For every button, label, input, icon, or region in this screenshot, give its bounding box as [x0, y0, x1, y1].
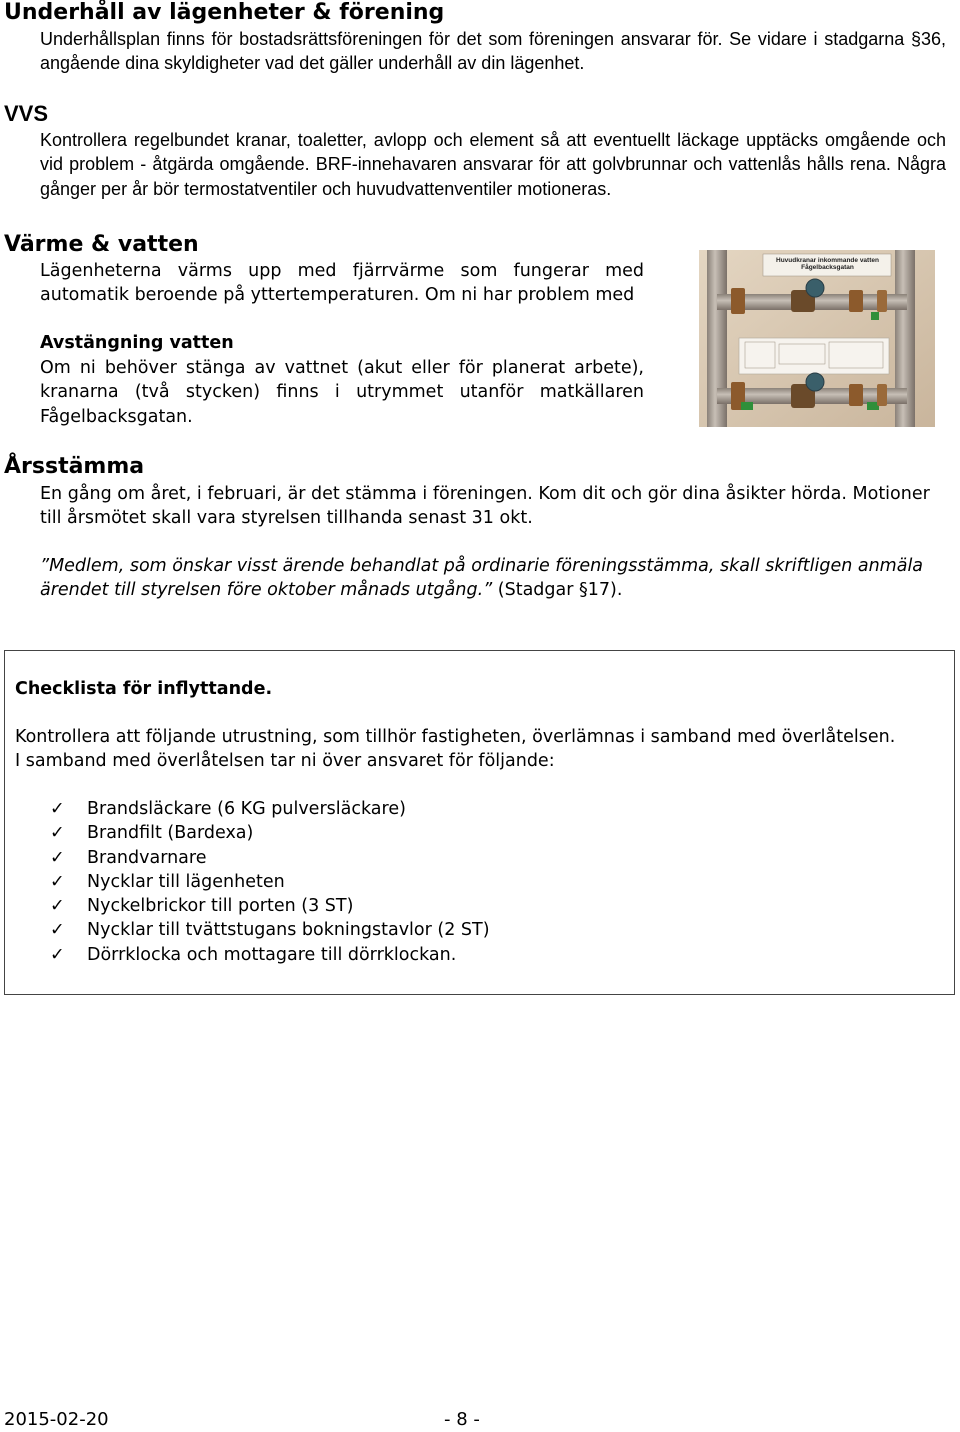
- paragraph-underhall: Underhållsplan finns för bostadsrättsföreningen för det som föreningen ansvarar för. Se vidare i stadgarna §36, angående dina skyldigheter vad det gäller underhåll av din lägenhet.: [40, 29, 946, 74]
- checkmark-icon: ✓: [50, 944, 65, 965]
- heading-arsstamma: Årsstämma: [4, 454, 145, 479]
- heading-vvs: VVS: [4, 101, 49, 126]
- checklist-item: [50, 918, 490, 942]
- quote-text: ”Medlem, som önskar visst ärende behandlat på ordinarie föreningsstämma, skall skriftligen anmäla ärendet till styrelsen före oktober månads utgång.”: [40, 556, 924, 601]
- photo-sign-line-2: Fågelbacksgatan: [801, 264, 854, 271]
- checklist-item: [50, 797, 490, 821]
- paragraph-avstangning: Om ni behöver stänga av vattnet (akut eller för planerat arbete), kranarna (två stycken) finns i utrymmet utanför matkällaren Fågelbacksgatan.: [40, 358, 644, 427]
- heading-varme-vatten: Värme & vatten: [4, 232, 199, 257]
- checklist-item-label: Dörrklocka och mottagare till dörrklockan.: [87, 944, 457, 965]
- checkmark-icon: ✓: [50, 799, 65, 819]
- subheading-avstangning: Avstängning vatten: [40, 333, 234, 353]
- quote-reference: (Stadgar §17).: [492, 580, 623, 601]
- paragraph-varme: Lägenheterna värms upp med fjärrvärme som fungerar med automatik beroende på yttertemperaturen. Om ni har problem med: [40, 261, 644, 306]
- photo-sign-text: [765, 257, 890, 271]
- checklist-item: [50, 821, 490, 845]
- checkmark-icon: ✓: [50, 823, 65, 844]
- checklist-item: [50, 846, 490, 870]
- heading-underhall: Underhåll av lägenheter & förening: [4, 0, 445, 25]
- checklist-item: [50, 943, 490, 967]
- checklist-intro-line-1: Kontrollera att följande utrustning, som tillhör fastigheten, överlämnas i samband med överlåtelsen.: [15, 727, 896, 747]
- water-valves-photo: [699, 250, 935, 427]
- checkmark-icon: ✓: [50, 871, 65, 892]
- checklist-item-label: Brandsläckare (6 KG pulversläckare): [87, 799, 406, 819]
- checkmark-icon: ✓: [50, 896, 65, 917]
- checklist-item-label: Brandfilt (Bardexa): [87, 823, 254, 844]
- checkmark-icon: ✓: [50, 920, 65, 941]
- checklist-item-label: Nycklar till tvättstugans bokningstavlor (2 ST): [87, 920, 490, 941]
- checklist-item-label: Nycklar till lägenheten: [87, 871, 285, 892]
- checkmark-icon: ✓: [50, 847, 65, 868]
- footer-page-number: - 8 -: [444, 1409, 480, 1430]
- water-valves-illustration: [699, 250, 935, 427]
- checklist-item: [50, 894, 490, 918]
- footer-date: 2015-02-20: [4, 1409, 109, 1430]
- quote-stadgar: [40, 554, 950, 603]
- checklist-title: Checklista för inflyttande.: [15, 679, 273, 699]
- checklist-item-label: Brandvarnare: [87, 847, 207, 868]
- paragraph-arsstamma: En gång om året, i februari, är det stämma i föreningen. Kom dit och gör dina åsikter hörda. Motioner till årsmötet skall vara styrelsen tillhanda senast 31 okt.: [40, 484, 930, 529]
- checklist-item-label: Nyckelbrickor till porten (3 ST): [87, 896, 354, 917]
- photo-sign-line-1: Huvudkranar inkommande vatten: [776, 257, 879, 264]
- checklist-intro-line-2: I samband med överlåtelsen tar ni över ansvaret för följande:: [15, 751, 555, 772]
- checklist-intro: [15, 725, 895, 774]
- checklist-item: [50, 870, 490, 894]
- checklist-items: [50, 797, 490, 967]
- paragraph-vvs: Kontrollera regelbundet kranar, toaletter, avlopp och element så att eventuellt läckage upptäcks omgående och vid problem - åtgärda omgående. BRF-innehavaren ansvarar för att golvbrunnar och vattenlås hålls rena. Några gånger per år bör termostatventiler och huvudvattenventiler motioneras.: [40, 130, 946, 199]
